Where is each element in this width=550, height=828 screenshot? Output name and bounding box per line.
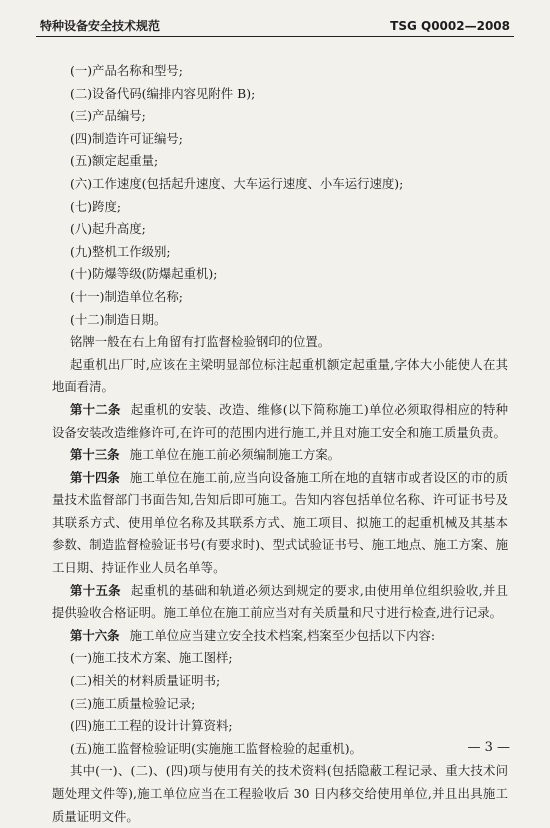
list-item: (三)施工质量检验记录; [70,695,196,711]
list-item: (三)产品编号; [70,108,146,124]
header-code: TSG Q0002—2008 [390,19,510,33]
article-number: 第十五条 [70,582,121,598]
list-item: (六)工作速度(包括起升速度、大车运行速度、小车运行速度); [70,175,404,191]
header-title: 特种设备安全技术规范 [40,19,161,33]
list-item: (十二)制造日期。 [70,311,167,327]
article-text: 施工单位应当建立安全技术档案,档案至少包括以下内容: [129,627,436,643]
article-number: 第十三条 [70,447,120,463]
list-item: (一)产品名称和型号; [70,63,183,78]
article-12 [52,399,508,444]
article-number: 第十四条 [70,469,120,485]
article-text: 施工单位在施工前必须编制施工方案。 [129,447,341,463]
list-item: (十)防爆等级(防爆起重机); [70,266,218,282]
article-text: 施工单位在施工前,应当向设备施工所在地的直辖市或者设区的市的质量技术监督部门书面告知,告知后即可施工。告知内容包括单位名称、许可证书号及其联系方式、使用单位名称及其联系方式、施工项目、拟施工的起重机械及其基本参数、制造监督检验证书号(有要求时)、型式试验证书号、施工地点、施工方案、施工日期、持证作业人员名单等。 [52,469,508,576]
list-item: (五)额定起重量; [70,153,159,169]
page-body [52,60,508,828]
article-text: 起重机的安装、改造、维修(以下简称施工)单位必须取得相应的特种设备安装改造维修许可,在许可的范围内进行施工,并且对施工安全和施工质量负责。 [52,401,509,440]
article-number: 第十二条 [70,401,121,417]
paragraph-nameplate: 铭牌一般在右上角留有打监督检验钢印的位置。 [70,334,331,350]
list-item: (五)施工监督检验证明(实施施工监督检验的起重机)。 [70,740,362,756]
article-text: 起重机的基础和轨道必须达到规定的要求,由使用单位组织验收,并且提供验收合格证明。施工单位在施工前应当对有关质量和尺寸进行检查,进行记录。 [52,582,508,621]
article-15 [52,580,508,625]
list-item: (四)施工工程的设计计算资料; [70,718,233,734]
article-14 [52,467,508,580]
list-item: (九)整机工作级别; [70,243,171,259]
page-number: — 3 — [467,740,510,755]
list-item: (二)相关的材料质量证明书; [70,673,221,689]
list-item: (十一)制造单位名称; [70,288,183,304]
article-number: 第十六条 [70,627,120,643]
list-item: (二)设备代码(编排内容见附件 B); [70,85,256,101]
article-13 [52,444,508,467]
list-item: (七)跨度; [70,198,122,214]
list-item: (一)施工技术方案、施工图样; [70,650,233,666]
list-item: (四)制造许可证编号; [70,130,183,146]
paragraph-handover: 其中(一)、(二)、(四)项与使用有关的技术资料(包括隐蔽工程记录、重大技术问题处理文件等),施工单位应当在工程验收后 30 日内移交给使用单位,并且出具施工质量证明文件。 [52,763,508,824]
page-header [36,16,514,37]
list-item: (八)起升高度; [70,221,146,237]
paragraph-marking: 起重机出厂时,应该在主梁明显部位标注起重机额定起重量,字体大小能使人在其地面看清。 [52,356,508,395]
article-16 [52,625,508,648]
